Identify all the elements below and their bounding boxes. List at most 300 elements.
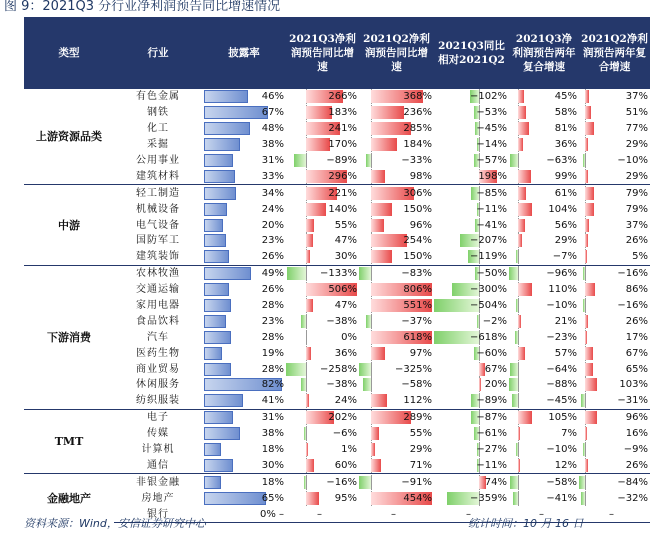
disclosure-rate-bar xyxy=(204,283,229,296)
disclosure-rate-value: 33% xyxy=(261,170,284,182)
q3-yoy-cell xyxy=(286,474,359,490)
q3-cagr-cell xyxy=(509,105,579,121)
value-bar xyxy=(518,106,526,119)
industry-name: 家用电器 xyxy=(136,300,180,312)
q3-vs-q2-cell xyxy=(434,121,509,137)
value-bar xyxy=(306,394,309,407)
value-text: 105% xyxy=(548,412,577,424)
disclosure-rate-value: 65% xyxy=(261,492,284,504)
value-bar xyxy=(371,459,381,472)
value-bar xyxy=(583,443,585,456)
value-text: 21% xyxy=(554,315,577,327)
q3-vs-q2-cell xyxy=(434,361,509,377)
value-bar xyxy=(585,106,591,119)
disclosure-rate-cell xyxy=(202,153,286,169)
q3-yoy-cell xyxy=(286,265,359,281)
q3-cagr-cell xyxy=(509,217,579,233)
table-row xyxy=(24,361,650,377)
value-bar xyxy=(585,411,597,424)
disclosure-rate-bar xyxy=(204,122,250,135)
q3-vs-q2-cell xyxy=(434,89,509,105)
q3-vs-q2-cell xyxy=(434,201,509,217)
q2-cagr-cell xyxy=(579,137,650,153)
table-row xyxy=(24,298,650,314)
industry-name: 休闲服务 xyxy=(136,379,180,391)
table-row xyxy=(24,153,650,169)
value-text: 36% xyxy=(554,139,577,151)
table-row xyxy=(24,89,650,105)
value-bar xyxy=(304,427,306,440)
industry-name: 食品饮料 xyxy=(136,315,180,327)
value-text: −102% xyxy=(470,91,507,103)
value-bar xyxy=(518,234,522,247)
disclosure-rate-cell xyxy=(202,121,286,137)
q3-vs-q2-cell xyxy=(434,457,509,473)
q2-cagr-cell xyxy=(579,265,650,281)
value-text: −85% xyxy=(476,187,507,199)
value-text: 29% xyxy=(625,139,648,151)
table-row xyxy=(24,105,650,121)
table-row xyxy=(24,201,650,217)
value-text: 296% xyxy=(328,170,357,182)
zero-axis xyxy=(518,442,519,457)
disclosure-rate-bar xyxy=(204,427,240,440)
value-text: 140% xyxy=(328,203,357,215)
disclosure-rate-bar xyxy=(204,299,231,312)
value-text: 26% xyxy=(625,235,648,247)
value-bar xyxy=(585,283,595,296)
q2-cagr-cell xyxy=(579,426,650,442)
value-text: −133% xyxy=(320,268,357,280)
zero-axis xyxy=(306,153,307,168)
value-bar xyxy=(510,476,518,489)
value-bar xyxy=(579,476,585,489)
value-text: 236% xyxy=(403,107,432,119)
value-text: 1% xyxy=(341,444,357,456)
q2-cagr-cell xyxy=(579,168,650,184)
value-text: 184% xyxy=(403,139,432,151)
q3-cagr-cell xyxy=(509,313,579,329)
table-row xyxy=(24,217,650,233)
header-q3-yoy: 2021Q3净利润预告同比增速 xyxy=(286,17,359,89)
disclosure-rate-value: 46% xyxy=(261,91,284,103)
disclosure-rate-value: 23% xyxy=(261,315,284,327)
value-bar xyxy=(518,347,525,360)
zero-axis xyxy=(518,266,519,281)
disclosure-rate-value: 23% xyxy=(261,235,284,247)
value-bar xyxy=(301,315,306,328)
value-text: −38% xyxy=(326,379,357,391)
q2-cagr-cell xyxy=(579,329,650,345)
value-text: 67% xyxy=(625,347,648,359)
disclosure-rate-cell xyxy=(202,217,286,233)
zero-axis xyxy=(518,475,519,490)
q2-yoy-cell xyxy=(359,217,434,233)
industry-name: 钢铁 xyxy=(147,107,169,119)
q3-vs-q2-cell xyxy=(434,217,509,233)
disclosure-rate-bar xyxy=(204,411,233,424)
q2-yoy-cell xyxy=(359,137,434,153)
industry-name: 有色金属 xyxy=(136,91,180,103)
empty-value: – xyxy=(317,508,322,520)
value-text: −10% xyxy=(546,444,577,456)
value-bar xyxy=(371,347,385,360)
table-row xyxy=(24,249,650,265)
value-text: −89% xyxy=(476,395,507,407)
value-text: 65% xyxy=(625,363,648,375)
q3-yoy-cell xyxy=(286,361,359,377)
q3-cagr-cell xyxy=(509,329,579,345)
table-row xyxy=(24,329,650,345)
value-text: −96% xyxy=(546,268,577,280)
q3-yoy-cell xyxy=(286,282,359,298)
value-text: −11% xyxy=(476,459,507,471)
value-text: 47% xyxy=(334,300,357,312)
value-text: 551% xyxy=(403,300,432,312)
industry-name: 汽车 xyxy=(147,331,169,343)
q2-cagr-cell xyxy=(579,377,650,393)
value-text: −300% xyxy=(470,284,507,296)
disclosure-rate-value: 28% xyxy=(261,331,284,343)
industry-name: 农林牧渔 xyxy=(114,265,202,281)
disclosure-rate-cell xyxy=(202,282,286,298)
value-bar xyxy=(366,154,371,167)
disclosure-rate-cell xyxy=(202,168,286,184)
industry-name: 国防军工 xyxy=(136,235,180,247)
disclosure-rate-bar xyxy=(204,106,268,119)
value-text: −37% xyxy=(401,315,432,327)
table-row xyxy=(24,185,650,201)
q3-vs-q2-cell xyxy=(434,298,509,314)
value-text: 55% xyxy=(334,219,357,231)
value-text: 61% xyxy=(554,187,577,199)
zero-axis xyxy=(371,153,372,168)
value-text: 806% xyxy=(403,284,432,296)
q2-cagr-cell xyxy=(579,442,650,458)
value-text: 74% xyxy=(484,476,507,488)
table-row xyxy=(24,121,650,137)
value-bar xyxy=(306,443,308,456)
zero-axis xyxy=(518,153,519,168)
value-bar xyxy=(516,443,518,456)
value-text: 266% xyxy=(328,91,357,103)
q3-yoy-cell xyxy=(286,313,359,329)
value-text: −325% xyxy=(395,363,432,375)
industry-name: 通信 xyxy=(147,459,169,471)
industry-name: 交通运输 xyxy=(136,284,180,296)
disclosure-rate-value: 48% xyxy=(261,123,284,135)
disclosure-rate-bar xyxy=(204,267,251,280)
q2-yoy-cell xyxy=(359,168,434,184)
value-text: −64% xyxy=(546,363,577,375)
value-text: 7% xyxy=(561,428,577,440)
value-bar xyxy=(585,187,594,200)
table-row xyxy=(24,345,650,361)
q2-yoy-cell xyxy=(359,105,434,121)
value-bar xyxy=(371,394,387,407)
zero-axis xyxy=(518,491,519,506)
table-row xyxy=(24,233,650,249)
q3-vs-q2-cell xyxy=(434,393,509,409)
q3-cagr-cell xyxy=(509,201,579,217)
disclosure-rate-cell xyxy=(202,345,286,361)
value-text: 17% xyxy=(625,331,648,343)
value-text: 45% xyxy=(554,91,577,103)
value-text: 29% xyxy=(625,170,648,182)
value-bar xyxy=(509,267,518,280)
disclosure-rate-cell xyxy=(202,249,286,265)
q3-vs-q2-cell xyxy=(434,249,509,265)
table-row xyxy=(24,490,650,506)
value-bar xyxy=(371,443,375,456)
value-text: −618% xyxy=(470,331,507,343)
value-bar xyxy=(518,203,532,216)
q3-vs-q2-cell xyxy=(434,329,509,345)
q2-yoy-cell xyxy=(359,233,434,249)
q3-cagr-cell xyxy=(509,233,579,249)
value-text: 79% xyxy=(625,187,648,199)
value-bar xyxy=(518,90,524,103)
value-bar xyxy=(518,283,532,296)
value-text: 183% xyxy=(328,107,357,119)
disclosure-rate-cell xyxy=(202,233,286,249)
q3-cagr-cell xyxy=(509,345,579,361)
q3-vs-q2-cell xyxy=(434,105,509,121)
value-text: −89% xyxy=(326,155,357,166)
q2-cagr-cell xyxy=(579,282,650,298)
value-text: 150% xyxy=(403,251,432,263)
value-bar xyxy=(518,315,521,328)
q3-cagr-cell xyxy=(509,377,579,393)
value-text: 81% xyxy=(554,123,577,135)
value-text: −258% xyxy=(320,363,357,375)
value-bar xyxy=(585,234,588,247)
value-text: −11% xyxy=(476,203,507,215)
disclosure-rate-bar xyxy=(204,459,233,472)
q3-cagr-cell xyxy=(509,409,579,425)
industry-table xyxy=(24,17,650,523)
table-row xyxy=(24,474,650,490)
zero-axis xyxy=(518,249,519,264)
q3-yoy-cell xyxy=(286,506,359,522)
value-text: −119% xyxy=(470,251,507,263)
industry-name: 机械设备 xyxy=(136,203,180,215)
disclosure-rate-cell xyxy=(202,426,286,442)
disclosure-rate-bar xyxy=(204,315,226,328)
q3-yoy-cell xyxy=(286,457,359,473)
disclosure-rate-bar xyxy=(204,154,233,167)
disclosure-rate-bar xyxy=(204,492,266,505)
disclosure-rate-value: 19% xyxy=(261,347,284,359)
value-text: −7% xyxy=(552,251,577,263)
value-text: −58% xyxy=(546,476,577,488)
disclosure-rate-value: 31% xyxy=(261,155,284,166)
q3-yoy-cell xyxy=(286,377,359,393)
q3-yoy-cell xyxy=(286,442,359,458)
q3-vs-q2-cell xyxy=(434,265,509,281)
value-text: −9% xyxy=(623,444,648,456)
zero-axis xyxy=(585,153,586,168)
value-bar xyxy=(359,267,371,280)
disclosure-rate-bar xyxy=(204,443,221,456)
value-text: 77% xyxy=(625,123,648,135)
q3-vs-q2-cell xyxy=(434,185,509,201)
value-bar xyxy=(585,363,593,376)
zero-axis xyxy=(371,475,372,490)
q2-yoy-cell xyxy=(359,201,434,217)
q3-yoy-cell xyxy=(286,393,359,409)
value-bar xyxy=(366,315,371,328)
q2-yoy-cell xyxy=(359,265,434,281)
value-text: 29% xyxy=(554,235,577,247)
value-bar xyxy=(585,90,589,103)
value-text: 79% xyxy=(625,203,648,215)
value-text: 0% xyxy=(341,331,357,343)
value-text: −61% xyxy=(476,428,507,440)
q3-yoy-cell xyxy=(286,105,359,121)
disclosure-rate-cell xyxy=(202,89,286,105)
value-bar xyxy=(363,378,371,391)
value-text: 26% xyxy=(625,315,648,327)
value-text: −16% xyxy=(617,268,648,280)
q3-vs-q2-cell xyxy=(434,377,509,393)
disclosure-rate-value: 34% xyxy=(261,187,284,199)
disclosure-rate-bar xyxy=(204,331,231,344)
disclosure-rate-cell xyxy=(202,265,286,281)
industry-name: 银行 xyxy=(114,506,202,522)
q2-yoy-cell xyxy=(359,298,434,314)
q2-yoy-cell xyxy=(359,490,434,506)
value-text: 618% xyxy=(403,331,432,343)
q2-yoy-cell xyxy=(359,89,434,105)
table-row xyxy=(24,265,650,281)
q3-yoy-cell xyxy=(286,345,359,361)
value-bar xyxy=(371,203,392,216)
value-bar xyxy=(583,299,585,312)
value-text: 112% xyxy=(403,395,432,407)
value-text: 306% xyxy=(403,187,432,199)
q2-yoy-cell xyxy=(359,313,434,329)
q3-cagr-cell xyxy=(509,361,579,377)
disclosure-rate-cell xyxy=(202,457,286,473)
q2-cagr-cell xyxy=(579,345,650,361)
q2-yoy-cell xyxy=(359,457,434,473)
value-bar xyxy=(306,299,313,312)
industry-name: 建筑装饰 xyxy=(136,251,180,263)
value-bar xyxy=(306,138,330,151)
industry-name: 采掘 xyxy=(147,139,169,151)
value-text: −60% xyxy=(476,347,507,359)
value-text: −58% xyxy=(401,379,432,391)
q2-yoy-cell xyxy=(359,377,434,393)
q3-yoy-cell xyxy=(286,409,359,425)
value-bar xyxy=(516,250,518,263)
value-text: 110% xyxy=(548,284,577,296)
stat-time-note: 统计时间：10 月 16 日 xyxy=(468,517,584,530)
header-industry: 行业 xyxy=(114,17,202,89)
value-text: 95% xyxy=(334,492,357,504)
q2-yoy-cell xyxy=(359,361,434,377)
value-text: 37% xyxy=(625,91,648,103)
industry-name: 电子 xyxy=(114,409,202,425)
value-text: 86% xyxy=(625,284,648,296)
value-bar xyxy=(513,492,518,505)
q3-cagr-cell xyxy=(509,298,579,314)
q3-yoy-cell xyxy=(286,217,359,233)
value-text: 254% xyxy=(403,235,432,247)
empty-value: – xyxy=(391,508,396,520)
header-q3-vs-q2: 2021Q3同比相对2021Q2 xyxy=(434,17,509,89)
value-bar xyxy=(581,394,585,407)
value-bar xyxy=(585,427,587,440)
value-text: −31% xyxy=(617,395,648,407)
value-bar xyxy=(585,203,594,216)
q2-cagr-cell xyxy=(579,89,650,105)
industry-name: 非银金融 xyxy=(114,474,202,490)
q3-yoy-cell xyxy=(286,233,359,249)
value-bar xyxy=(585,138,588,151)
disclosure-rate-bar xyxy=(204,90,248,103)
disclosure-rate-bar xyxy=(204,187,236,200)
value-bar xyxy=(518,122,529,135)
value-bar xyxy=(516,299,518,312)
q3-vs-q2-cell xyxy=(434,137,509,153)
q3-vs-q2-cell xyxy=(434,490,509,506)
value-text: 98% xyxy=(409,170,432,182)
table-row xyxy=(24,137,650,153)
zero-axis xyxy=(585,298,586,313)
q3-yoy-cell xyxy=(286,121,359,137)
disclosure-rate-value: 38% xyxy=(261,139,284,151)
value-text: −207% xyxy=(470,235,507,247)
value-text: −10% xyxy=(617,155,648,166)
value-text: −16% xyxy=(617,300,648,312)
disclosure-rate-bar xyxy=(204,250,229,263)
value-text: 150% xyxy=(403,203,432,215)
value-text: 170% xyxy=(328,139,357,151)
zero-axis xyxy=(306,314,307,329)
disclosure-rate-value: 28% xyxy=(261,300,284,312)
value-bar xyxy=(306,234,313,247)
q2-cagr-cell xyxy=(579,361,650,377)
q3-cagr-cell xyxy=(509,426,579,442)
value-bar xyxy=(585,347,593,360)
disclosure-rate-cell xyxy=(202,298,286,314)
q3-yoy-cell xyxy=(286,329,359,345)
value-text: 285% xyxy=(403,123,432,135)
value-text: −359% xyxy=(470,492,507,504)
value-bar xyxy=(306,203,326,216)
header-q2-cagr: 2021Q2净利润预告两年复合增速 xyxy=(579,17,650,89)
table-row xyxy=(24,393,650,409)
value-bar xyxy=(581,492,585,505)
disclosure-rate-cell xyxy=(202,105,286,121)
value-text: 58% xyxy=(554,107,577,119)
value-text: 20% xyxy=(484,379,507,391)
q2-yoy-cell xyxy=(359,121,434,137)
q2-cagr-cell xyxy=(579,457,650,473)
value-text: 454% xyxy=(403,492,432,504)
value-bar xyxy=(477,315,479,328)
header-q3-cagr: 2021Q3净利润预告两年复合增速 xyxy=(509,17,579,89)
disclosure-rate-cell xyxy=(202,490,286,506)
value-text: −41% xyxy=(546,492,577,504)
disclosure-rate-value: 31% xyxy=(261,412,284,424)
table-row xyxy=(24,377,650,393)
value-bar xyxy=(583,154,585,167)
q2-yoy-cell xyxy=(359,393,434,409)
q3-vs-q2-cell xyxy=(434,153,509,169)
